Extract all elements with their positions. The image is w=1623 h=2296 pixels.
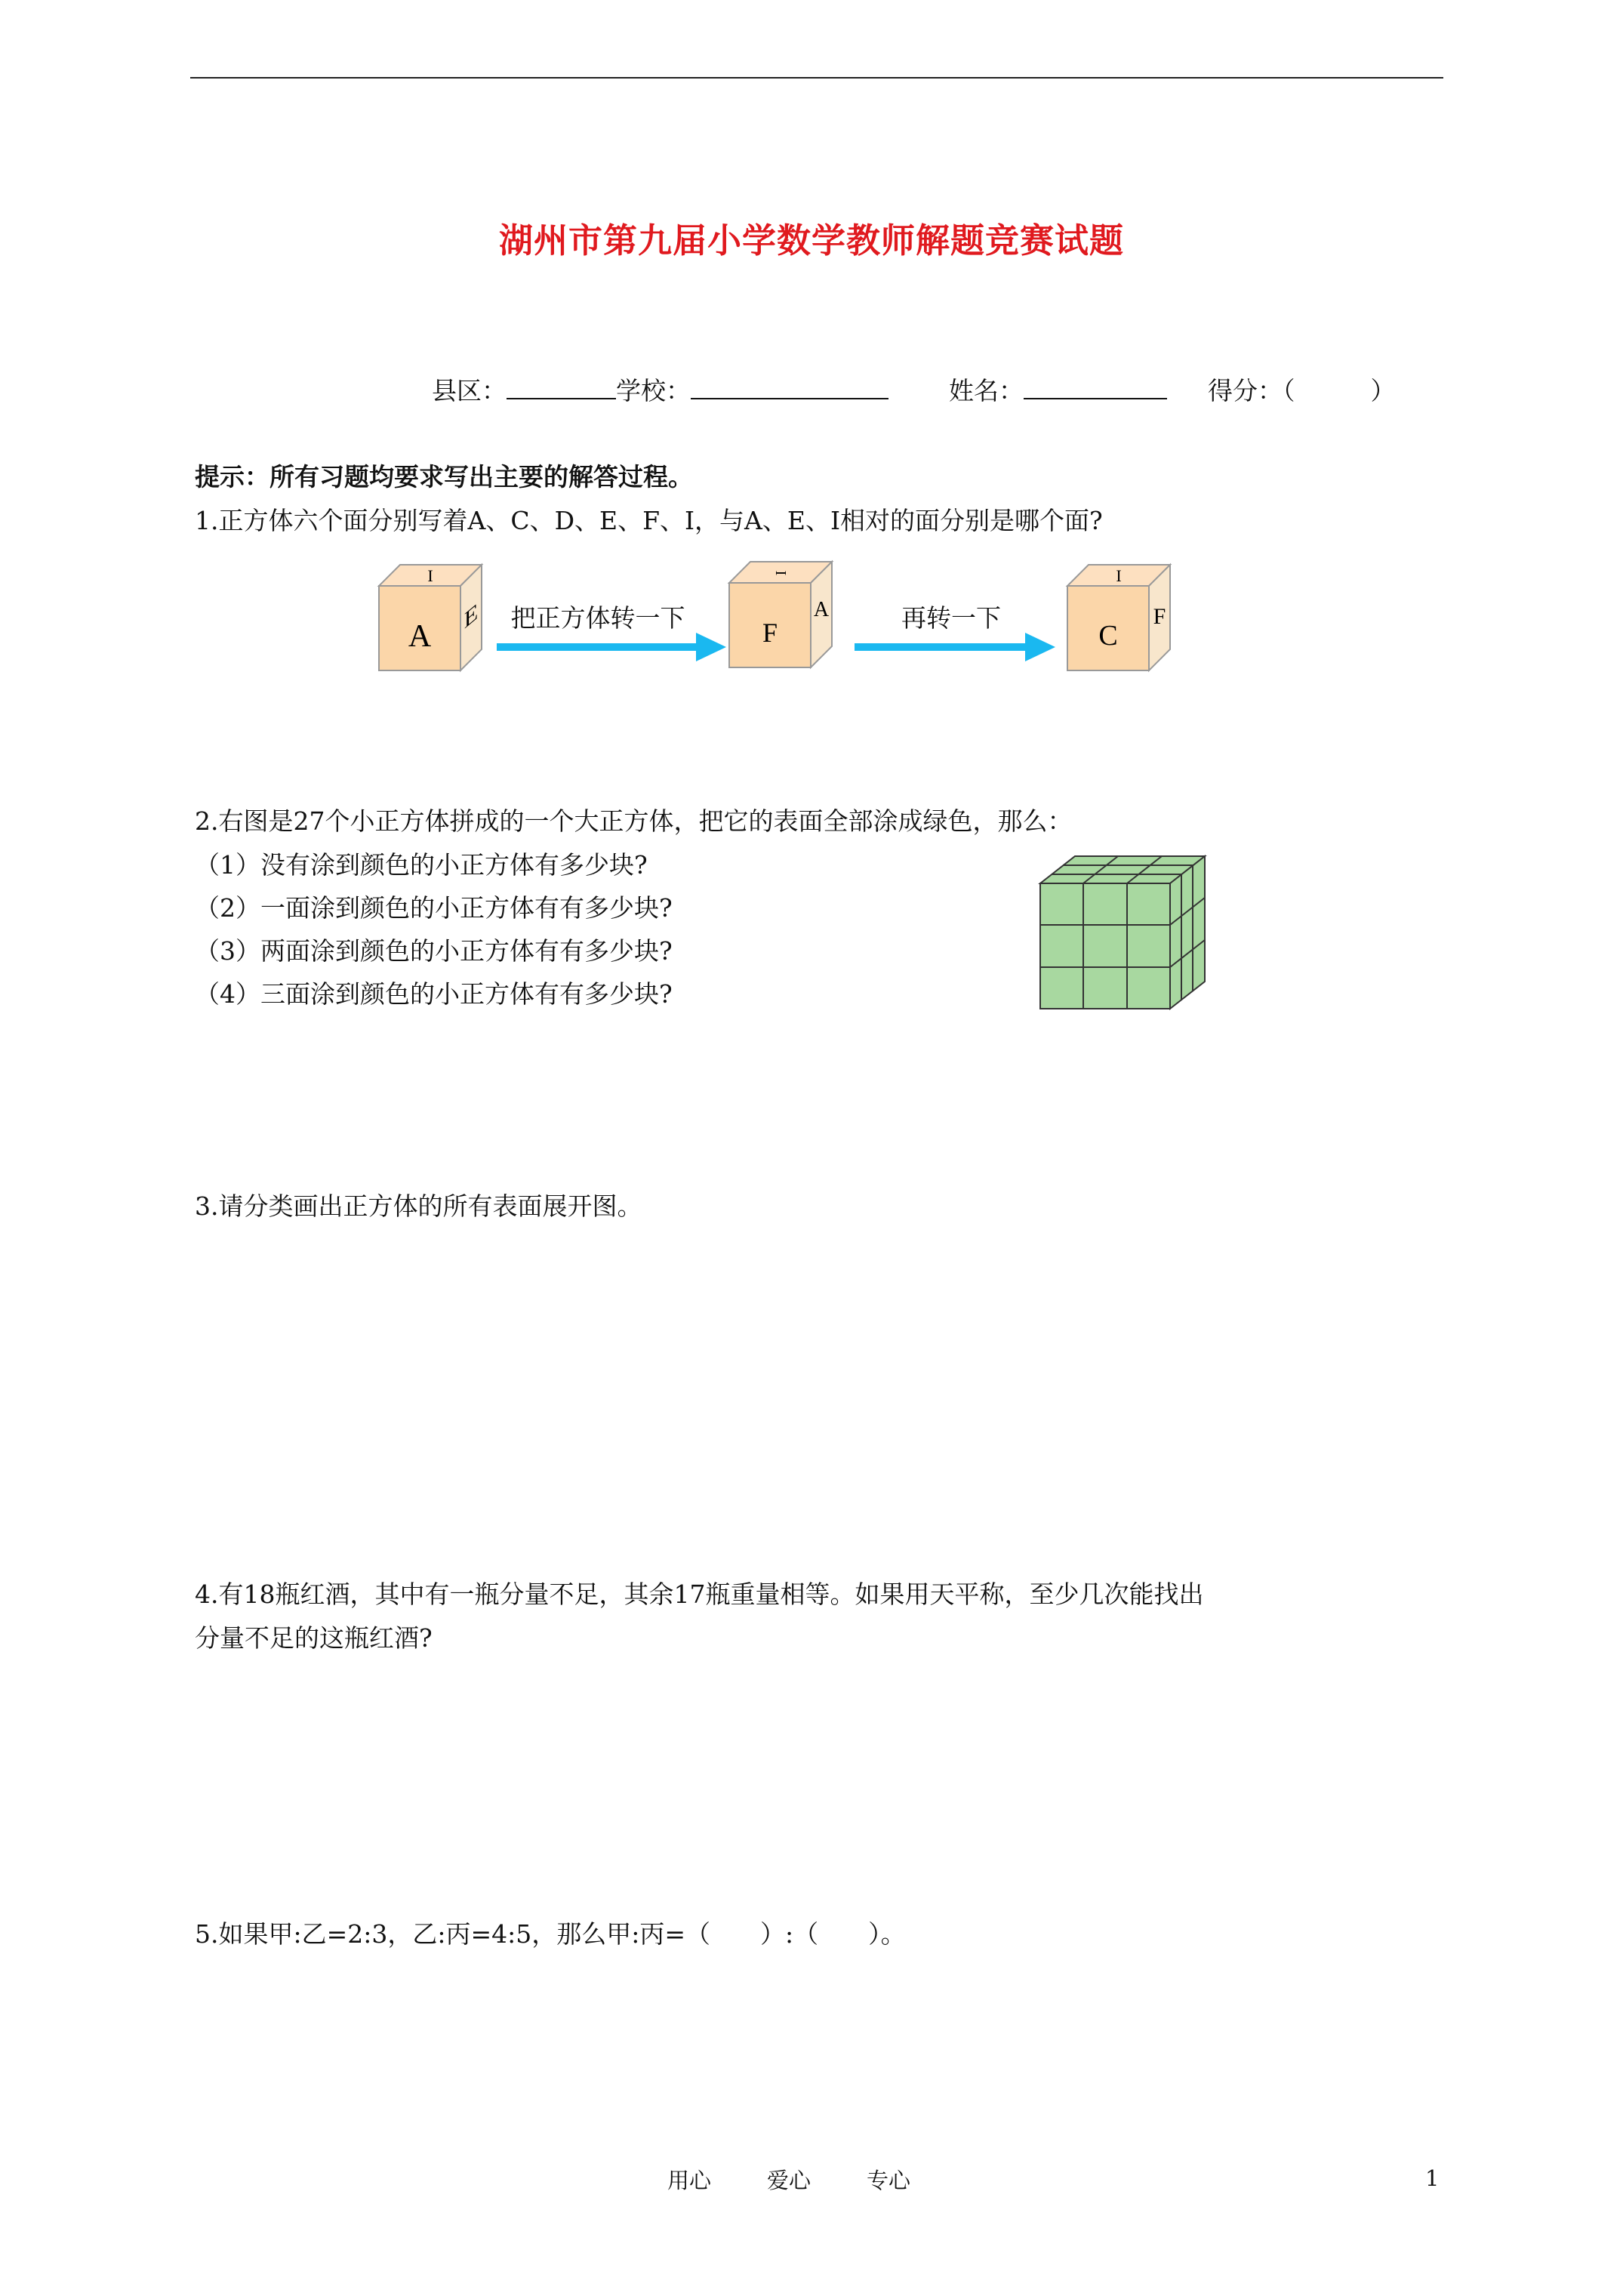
cube-3-top: I bbox=[1116, 566, 1122, 585]
score-field bbox=[1208, 376, 1396, 406]
school-blank[interactable] bbox=[691, 377, 888, 399]
footer-motto-2: 爱心 bbox=[767, 2168, 812, 2193]
cube-3-side: F bbox=[1153, 604, 1166, 629]
page-title: 湖州市第九届小学数学教师解题竞赛试题 bbox=[498, 220, 1124, 260]
name-label: 姓名： bbox=[949, 376, 1024, 405]
info-line bbox=[432, 376, 888, 406]
q2-item-1: （1）没有涂到颜色的小正方体有多少块? bbox=[195, 850, 648, 880]
footer-motto-3: 专心 bbox=[867, 2168, 911, 2193]
q2-item-4: （4）三面涂到颜色的小正方体有有多少块? bbox=[195, 979, 673, 1009]
q2-rubik-cube-figure bbox=[1034, 850, 1215, 1016]
cube-1-side: E bbox=[463, 597, 479, 635]
cube-1-top: I bbox=[427, 566, 433, 585]
q2-text: 2.右图是27个小正方体拼成的一个大正方体，把它的表面全部涂成绿色，那么： bbox=[195, 806, 1073, 836]
cube-2 bbox=[729, 562, 832, 667]
q2-item-2: （2）一面涂到颜色的小正方体有有多少块? bbox=[195, 893, 673, 923]
page-number: 1 bbox=[1425, 2165, 1440, 2191]
cube-3-front: C bbox=[1098, 620, 1118, 652]
q4-line-1: 4.有18瓶红酒，其中有一瓶分量不足，其余17瓶重量相等。如果用天平称，至少几次能找出 bbox=[195, 1579, 1204, 1609]
cube-3 bbox=[1067, 565, 1170, 670]
q3-text: 3.请分类画出正方体的所有表面展开图。 bbox=[195, 1191, 642, 1221]
cube-2-top: I bbox=[772, 570, 789, 576]
school-label: 学校： bbox=[616, 376, 691, 405]
score-label: 得分：（ bbox=[1208, 376, 1295, 405]
q1-cube-figure bbox=[370, 559, 1200, 680]
header-rule bbox=[190, 77, 1443, 79]
cube-1-front: A bbox=[408, 619, 432, 654]
hint-text: 提示：所有习题均要求写出主要的解答过程。 bbox=[195, 462, 693, 492]
q1-text: 1.正方体六个面分别写着A、C、D、E、F、I，与A、E、I相对的面分别是哪个面? bbox=[195, 506, 1103, 535]
arrow-2 bbox=[855, 603, 1055, 661]
q4-line-2: 分量不足的这瓶红酒? bbox=[195, 1623, 433, 1653]
name-field bbox=[949, 376, 1167, 406]
arrow-2-label: 再转一下 bbox=[901, 603, 1001, 633]
name-blank[interactable] bbox=[1024, 377, 1167, 399]
county-label: 县区： bbox=[432, 376, 507, 405]
arrow-1 bbox=[497, 603, 726, 661]
county-blank[interactable] bbox=[507, 377, 616, 399]
cube-1 bbox=[379, 565, 482, 670]
footer-motto-1: 用心 bbox=[667, 2168, 712, 2193]
cube-2-front: F bbox=[762, 618, 778, 648]
q2-item-3: （3）两面涂到颜色的小正方体有有多少块? bbox=[195, 936, 673, 966]
q5-text: 5.如果甲:乙=2:3，乙:丙=4:5，那么甲:丙=（ ）:（ ）。 bbox=[195, 1919, 906, 1949]
score-close: ） bbox=[1370, 376, 1396, 405]
arrow-1-label: 把正方体转一下 bbox=[510, 603, 685, 633]
cube-2-side: A bbox=[813, 598, 830, 621]
